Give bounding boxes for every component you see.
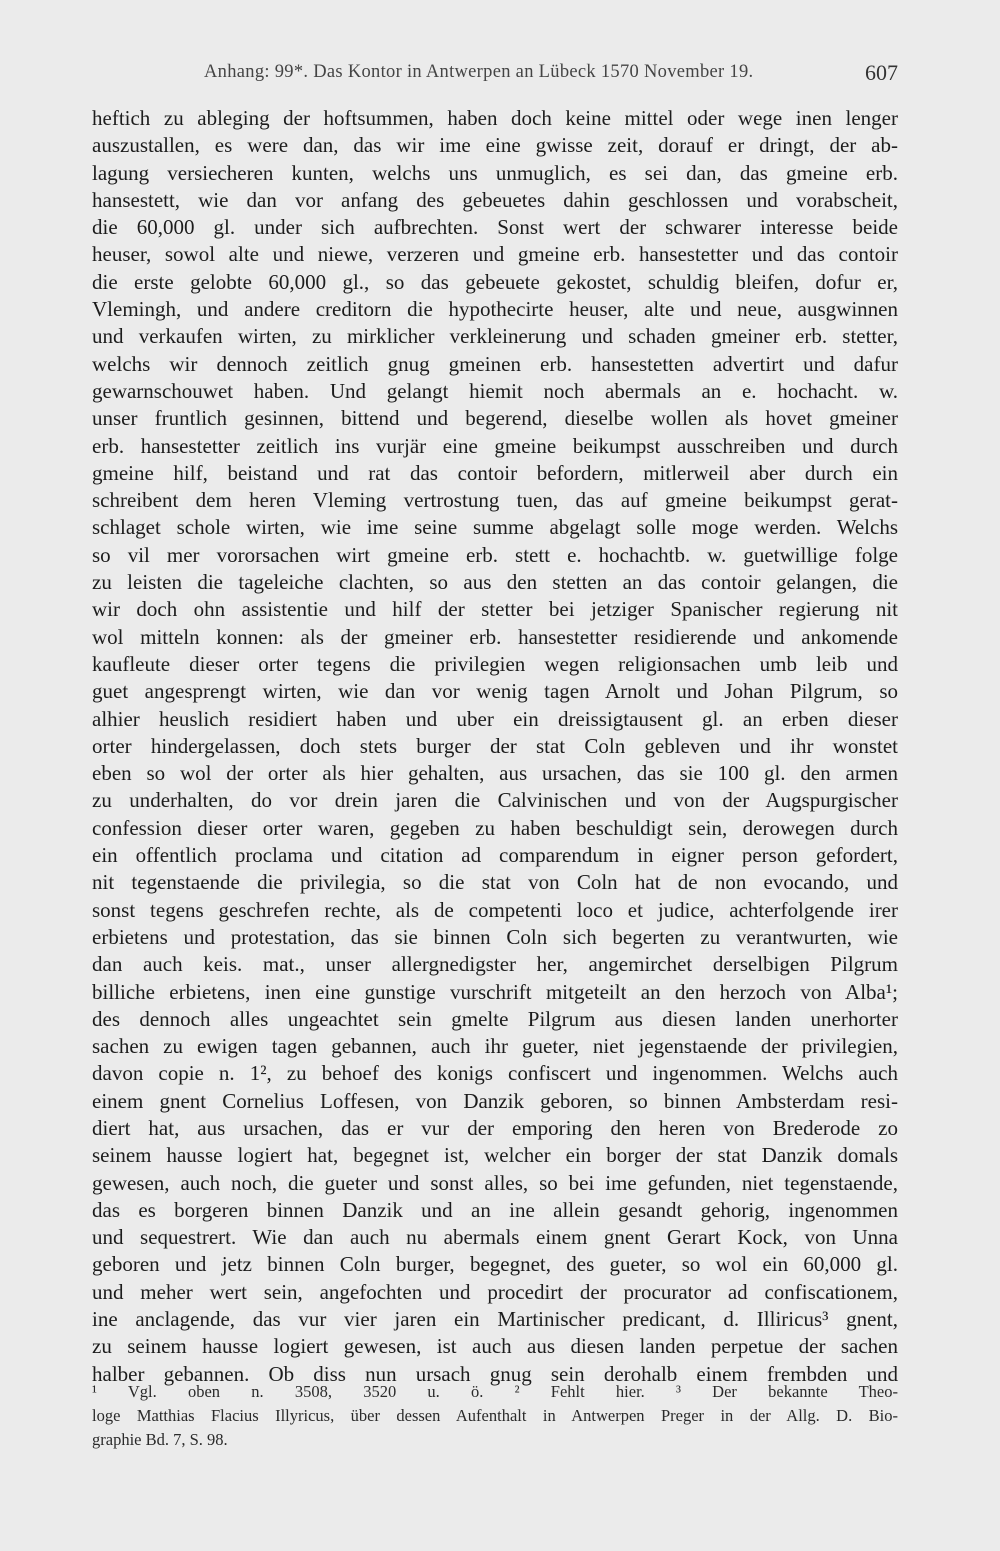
text-line: schlaget schole wirten, wie ime seine summe abgelagt solle moge werden. Welchs bbox=[92, 515, 898, 540]
text-line: auszustallen, es were dan, das wir ime eine gwisse zeit, dorauf er dringt, der ab- bbox=[92, 133, 898, 158]
text-line: zu underhalten, do vor drein jaren die Calvinischen und von der Augspurgischer bbox=[92, 788, 898, 813]
footnote-line: loge Matthias Flacius Illyricus, über dessen Aufenthalt in Antwerpen Preger in der Allg. D. Bio- bbox=[92, 1406, 898, 1425]
text-line: ein offentlich proclama und citation ad comparendum in eigner person gefordert, bbox=[92, 843, 898, 868]
text-line: gewesen, auch noch, die gueter und sonst alles, so bei ime gefunden, niet tegenstaende, bbox=[92, 1170, 898, 1195]
text-line: zu seinem hausse logiert gewesen, ist auch aus diesen landen perpetue der sachen bbox=[92, 1334, 898, 1359]
page-header bbox=[92, 62, 898, 92]
text-line: wol mitteln konnen: als der gmeiner erb. hansestetter residierende und ankomende bbox=[92, 624, 898, 649]
text-line: wir doch ohn assistentie und hilf der stetter bei jetziger Spanischer regierung nit bbox=[92, 597, 898, 622]
text-line: einem gnent Cornelius Loffesen, von Danzik geboren, so binnen Ambsterdam resi- bbox=[92, 1088, 898, 1113]
text-line: zu leisten die tageleiche clachten, so aus den stetten an das contoir gelangen, die bbox=[92, 570, 898, 595]
text-line: guet angesprengt wirten, wie dan vor wenig tagen Arnolt und Johan Pilgrum, so bbox=[92, 679, 898, 704]
text-line: lagung versiecheren kunten, welchs uns unmuglich, es sei dan, das gmeine erb. bbox=[92, 160, 898, 185]
text-line: orter hindergelassen, doch stets burger der stat Coln gebleven und ihr wonstet bbox=[92, 733, 898, 758]
text-line: billiche erbietens, inen eine gunstige vurschrift mitgeteilt an den herzoch von Alba¹; bbox=[92, 979, 898, 1004]
text-line: die erste gelobte 60,000 gl., so das gebeuete gekostet, schuldig bleifen, dofur er, bbox=[92, 269, 898, 294]
text-line: sonst tegens geschrefen rechte, als de competenti loco et judice, achterfolgende irer bbox=[92, 897, 898, 922]
text-line: und sequestrert. Wie dan auch nu abermals einem gnent Gerart Kock, von Unna bbox=[92, 1225, 898, 1250]
text-line: alhier heuslich residiert haben und uber ein dreissigtausent gl. an erben dieser bbox=[92, 706, 898, 731]
text-line: welchs wir dennoch zeitlich gnug gmeinen erb. hansestetten advertirt und dafur bbox=[92, 351, 898, 376]
text-line: das es borgeren binnen Danzik und an ine allein gesandt gehorig, ingenommen bbox=[92, 1197, 898, 1222]
text-line: eben so wol der orter als hier gehalten, aus ursachen, das sie 100 gl. den armen bbox=[92, 761, 898, 786]
text-line: erb. hansestetter zeitlich ins vurjär eine gmeine beikumpst ausschreiben und durch bbox=[92, 433, 898, 458]
footnotes bbox=[92, 1380, 898, 1452]
text-line: die 60,000 gl. under sich aufbrechten. Sonst wert der schwarer interesse beide bbox=[92, 215, 898, 240]
text-line: heftich zu ableging der hoftsummen, haben doch keine mittel oder wege inen lenger bbox=[92, 106, 898, 130]
footnote-line: graphie Bd. 7, S. 98. bbox=[92, 1430, 228, 1449]
text-line: kaufleute dieser orter tegens die privilegien wegen religionsachen umb leib und bbox=[92, 651, 898, 676]
text-line: so vil mer vororsachen wirt gmeine erb. stett e. hochachtb. w. guetwillige folge bbox=[92, 542, 898, 567]
text-line: geboren und jetz binnen Coln burger, begegnet, des gueter, so wol ein 60,000 gl. bbox=[92, 1252, 898, 1277]
text-line: hansestett, wie dan vor anfang des gebeuetes dahin geschlossen und vorabscheit, bbox=[92, 187, 898, 212]
text-line: des dennoch alles ungeachtet sein gmelte Pilgrum aus diesen landen unerhorter bbox=[92, 1006, 898, 1031]
text-line: gmeine hilf, beistand und rat das contoir befordern, mitlerweil aber durch ein bbox=[92, 460, 898, 485]
text-line: nit tegenstaende die privilegia, so die stat von Coln hat de non evocando, und bbox=[92, 870, 898, 895]
text-line: ine anclagende, das vur vier jaren ein Martinischer predicant, d. Illiricus³ gnent, bbox=[92, 1307, 898, 1332]
text-line: heuser, sowol alte und niewe, verzeren und gmeine erb. hansestetter und das contoir bbox=[92, 242, 898, 267]
text-line: diert hat, aus ursachen, das er vur der emporing den heren von Brederode zo bbox=[92, 1115, 898, 1140]
page-number: 607 bbox=[865, 60, 898, 85]
text-line: schreibent dem heren Vleming vertrostung tuen, das auf gmeine beikumpst gerat- bbox=[92, 488, 898, 513]
text-line: unser fruntlich gesinnen, bittend und begerend, dieselbe wollen als hovet gmeiner bbox=[92, 406, 898, 431]
text-line: halber gebannen. Ob diss nun ursach gnug sein derohalb einem frembden und bbox=[92, 1361, 898, 1386]
footnote-line: ¹ Vgl. oben n. 3508, 3520 u. ö. ² Fehlt hier. ³ Der bekannte Theo- bbox=[92, 1382, 898, 1401]
body-text bbox=[92, 105, 898, 1388]
text-line: confession dieser orter waren, gegeben zu haben beschuldigt sein, derowegen durch bbox=[92, 815, 898, 840]
text-line: gewarnschouwet haben. Und gelangt hiemit noch abermals an e. hochacht. w. bbox=[92, 378, 898, 403]
text-line: Vlemingh, und andere creditorn die hypothecirte heuser, alte und neue, ausgwinnen bbox=[92, 297, 898, 322]
running-head: Anhang: 99*. Das Kontor in Antwerpen an Lübeck 1570 November 19. bbox=[204, 62, 754, 82]
text-line: davon copie n. 1², zu behoef des konigs confiscert und ingenommen. Welchs auch bbox=[92, 1061, 898, 1086]
text-line: seinem hausse logiert hat, begegnet ist, welcher ein borger der stat Danzik domals bbox=[92, 1143, 898, 1168]
text-line: und meher wert sein, angefochten und procedirt der procurator ad confiscationem, bbox=[92, 1279, 898, 1304]
text-line: und verkaufen wirten, zu mirklicher verkleinerung und schaden gmeiner erb. stetter, bbox=[92, 324, 898, 349]
text-line: erbietens und protestation, das sie binnen Coln sich begerten zu verantwurten, wie bbox=[92, 924, 898, 949]
text-line: dan auch keis. mat., unser allergnedigster her, angemirchet derselbigen Pilgrum bbox=[92, 952, 898, 977]
text-line: sachen zu ewigen tagen gebannen, auch ihr gueter, niet jegenstaende der privilegien, bbox=[92, 1034, 898, 1059]
